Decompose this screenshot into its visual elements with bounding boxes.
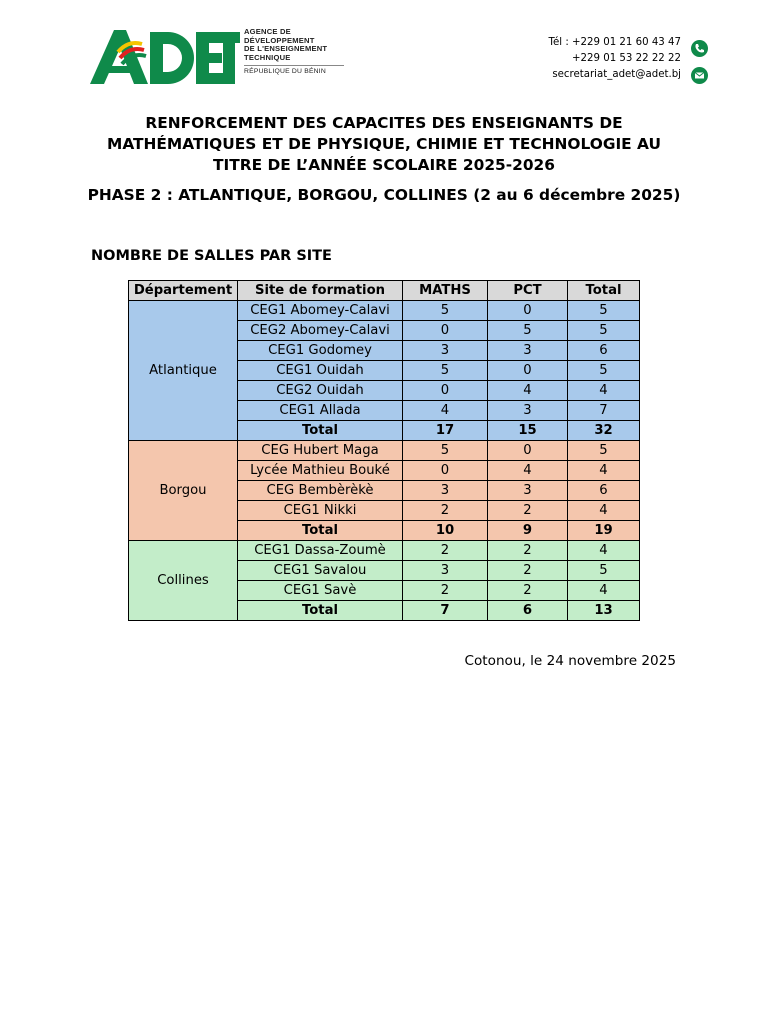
document-title [0,113,768,176]
phone-icon [691,40,708,57]
site-cell: CEG1 Nikki [238,501,403,521]
subtotal-maths: 17 [403,421,488,441]
maths-cell: 5 [403,301,488,321]
site-cell: CEG1 Dassa-Zoumè [238,541,403,561]
site-cell: CEG2 Ouidah [238,381,403,401]
department-cell: Atlantique [129,301,238,441]
pct-cell: 2 [488,541,568,561]
section-title: NOMBRE DE SALLES PAR SITE [91,248,332,264]
pct-cell: 2 [488,561,568,581]
agency-name [244,28,344,77]
header-site: Site de formation [238,281,403,301]
total-cell: 6 [568,481,640,501]
site-cell: CEG2 Abomey-Calavi [238,321,403,341]
site-cell: CEG1 Ouidah [238,361,403,381]
pct-cell: 2 [488,581,568,601]
pct-cell: 4 [488,461,568,481]
table-row [129,441,640,461]
title-line: MATHÉMATIQUES ET DE PHYSIQUE, CHIMIE ET TECHNOLOGIE AU [107,135,661,153]
adet-logo-mark [90,26,240,88]
site-cell: CEG1 Allada [238,401,403,421]
date-line: Cotonou, le 24 novembre 2025 [464,653,676,669]
maths-cell: 0 [403,381,488,401]
pct-cell: 0 [488,441,568,461]
pct-cell: 3 [488,481,568,501]
total-cell: 4 [568,381,640,401]
phone-line-2: +229 01 53 22 22 22 [572,53,681,64]
header-pct: PCT [488,281,568,301]
site-cell: CEG1 Savè [238,581,403,601]
agency-line: DÉVELOPPEMENT [244,35,315,45]
subtotal-label: Total [238,421,403,441]
subtotal-total: 19 [568,521,640,541]
pct-cell: 3 [488,341,568,361]
site-cell: Lycée Mathieu Bouké [238,461,403,481]
agency-line: DE L'ENSEIGNEMENT [244,44,328,54]
mail-icon [691,67,708,84]
pct-cell: 4 [488,381,568,401]
country-name: RÉPUBLIQUE DU BÉNIN [244,68,326,76]
subtotal-pct: 9 [488,521,568,541]
total-cell: 5 [568,321,640,341]
maths-cell: 3 [403,561,488,581]
subtotal-maths: 7 [403,601,488,621]
email-line[interactable]: secretariat_adet@adet.bj [552,69,681,80]
total-cell: 5 [568,301,640,321]
total-cell: 5 [568,561,640,581]
total-cell: 5 [568,361,640,381]
subtotal-pct: 6 [488,601,568,621]
header-maths: MATHS [403,281,488,301]
rooms-table [128,280,640,621]
total-cell: 7 [568,401,640,421]
maths-cell: 0 [403,321,488,341]
title-line: TITRE DE L’ANNÉE SCOLAIRE 2025-2026 [213,156,555,174]
subtotal-total: 13 [568,601,640,621]
total-cell: 4 [568,501,640,521]
subtotal-pct: 15 [488,421,568,441]
pct-cell: 2 [488,501,568,521]
agency-line: TECHNIQUE [244,52,291,62]
maths-cell: 3 [403,341,488,361]
pct-cell: 3 [488,401,568,421]
table-body [129,301,640,621]
phase-heading: PHASE 2 : ATLANTIQUE, BORGOU, COLLINES (2 au 6 décembre 2025) [87,186,681,204]
site-cell: CEG Bembèrèkè [238,481,403,501]
adet-logo [90,26,350,88]
site-cell: CEG Hubert Maga [238,441,403,461]
pct-cell: 0 [488,361,568,381]
maths-cell: 2 [403,501,488,521]
department-cell: Collines [129,541,238,621]
maths-cell: 2 [403,581,488,601]
agency-line: AGENCE DE [244,27,291,36]
maths-cell: 4 [403,401,488,421]
subtotal-total: 32 [568,421,640,441]
total-cell: 4 [568,581,640,601]
site-cell: CEG1 Abomey-Calavi [238,301,403,321]
pct-cell: 0 [488,301,568,321]
total-cell: 5 [568,441,640,461]
pct-cell: 5 [488,321,568,341]
subtotal-maths: 10 [403,521,488,541]
subtotal-label: Total [238,601,403,621]
header-departement: Département [129,281,238,301]
table-header-row [129,281,640,301]
maths-cell: 5 [403,361,488,381]
subtotal-label: Total [238,521,403,541]
agency-divider [244,65,344,66]
site-cell: CEG1 Savalou [238,561,403,581]
table-row [129,541,640,561]
table-row [129,301,640,321]
contact-icons [691,40,709,94]
phone-line-1: Tél : +229 01 21 60 43 47 [548,37,681,48]
total-cell: 4 [568,541,640,561]
total-cell: 6 [568,341,640,361]
title-line: RENFORCEMENT DES CAPACITES DES ENSEIGNANTS DE [145,114,623,132]
total-cell: 4 [568,461,640,481]
department-cell: Borgou [129,441,238,541]
site-cell: CEG1 Godomey [238,341,403,361]
contact-block [549,35,682,83]
maths-cell: 2 [403,541,488,561]
maths-cell: 3 [403,481,488,501]
maths-cell: 5 [403,441,488,461]
header-total: Total [568,281,640,301]
maths-cell: 0 [403,461,488,481]
